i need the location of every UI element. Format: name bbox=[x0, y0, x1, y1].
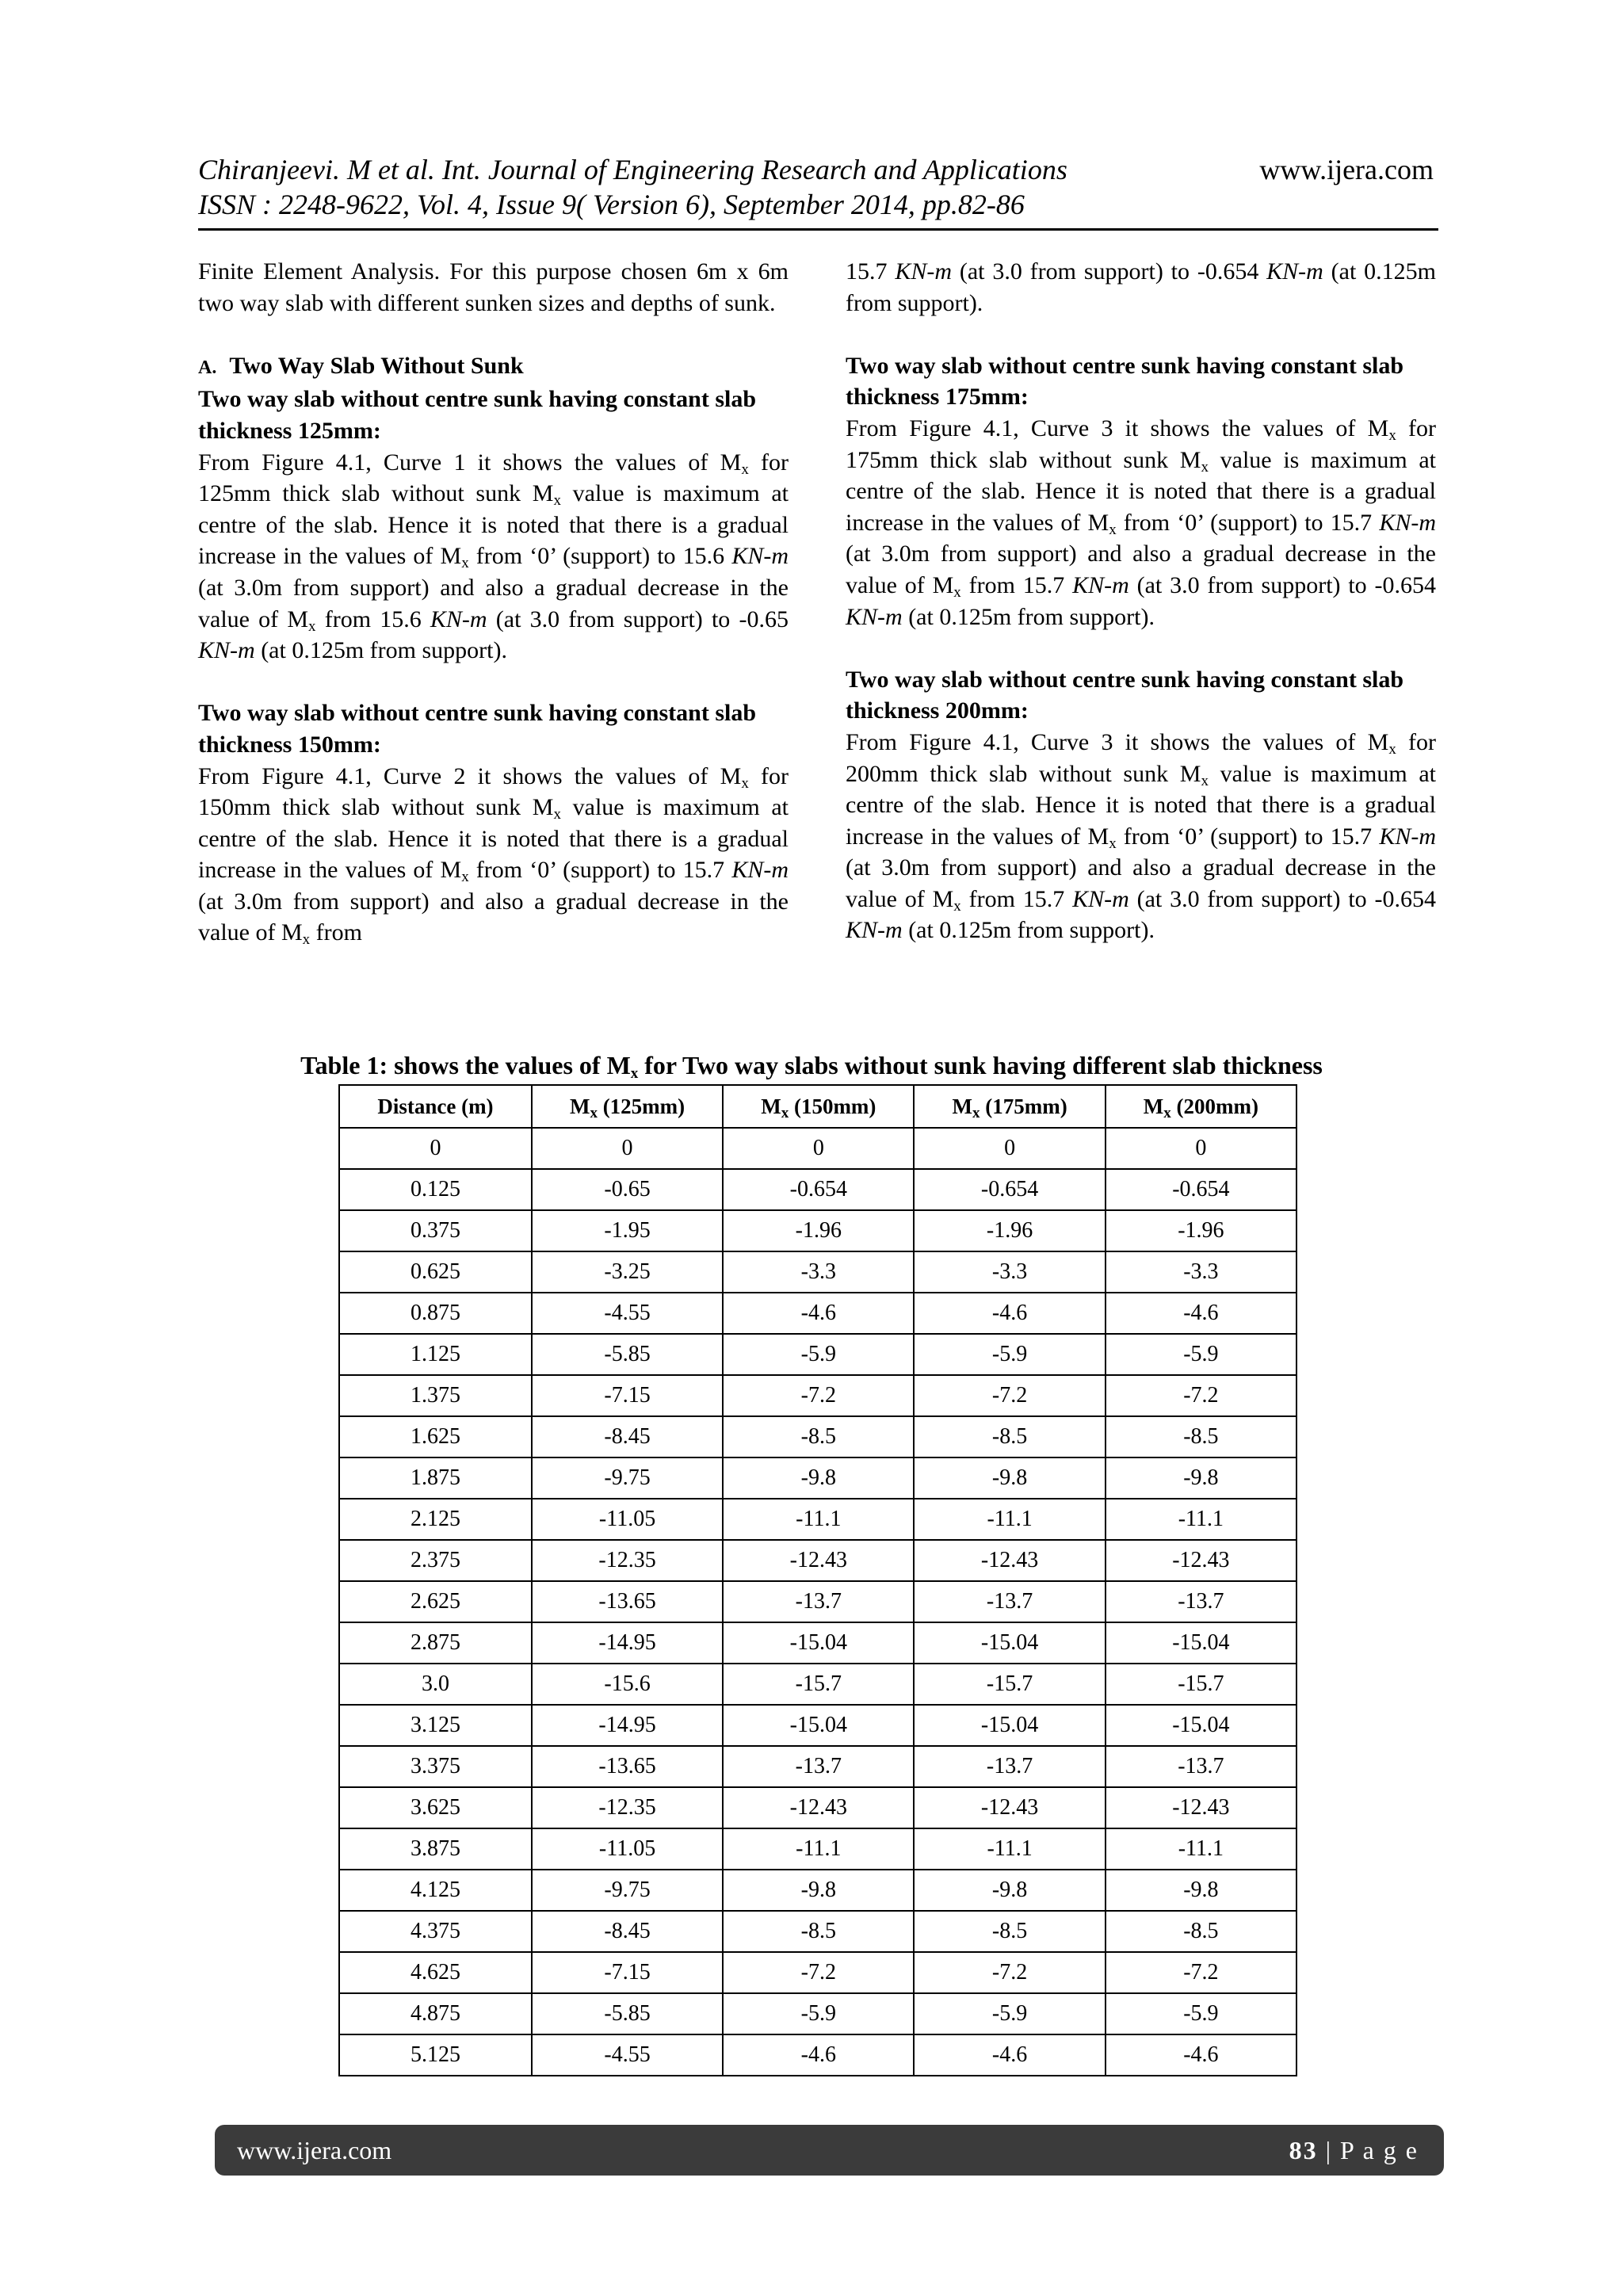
mx-value-cell: -4.6 bbox=[914, 1293, 1105, 1334]
distance-cell: 3.625 bbox=[339, 1787, 532, 1828]
mx-value-cell: -7.2 bbox=[723, 1375, 914, 1416]
distance-cell: 0.375 bbox=[339, 1210, 532, 1251]
mx-value-cell: -8.45 bbox=[532, 1911, 723, 1952]
mx-value-cell: -7.15 bbox=[532, 1375, 723, 1416]
distance-cell: 1.625 bbox=[339, 1416, 532, 1457]
mx-value-cell: -4.6 bbox=[1106, 1293, 1296, 1334]
mx-value-cell: -12.43 bbox=[1106, 1540, 1296, 1581]
mx-value-cell: -15.04 bbox=[914, 1705, 1105, 1746]
header-mx-150: $M_x$ (150mm) bbox=[723, 1085, 914, 1128]
mx-value-cell: -1.95 bbox=[532, 1210, 723, 1251]
table-row bbox=[339, 1210, 1296, 1251]
page-indicator bbox=[1289, 2134, 1419, 2166]
table-row bbox=[339, 1746, 1296, 1787]
mx-value-cell: -4.55 bbox=[532, 2034, 723, 2076]
mx-value-cell: -9.8 bbox=[1106, 1457, 1296, 1499]
mx-value-cell: -7.2 bbox=[1106, 1952, 1296, 1993]
distance-cell: 5.125 bbox=[339, 2034, 532, 2076]
mx-value-cell: -12.43 bbox=[723, 1540, 914, 1581]
mx-value-cell: -3.3 bbox=[914, 1251, 1105, 1293]
mx-value-cell: -8.5 bbox=[723, 1911, 914, 1952]
table-row bbox=[339, 1581, 1296, 1622]
table-row bbox=[339, 1664, 1296, 1705]
distance-cell: 2.125 bbox=[339, 1499, 532, 1540]
mx-value-cell: -15.7 bbox=[1106, 1664, 1296, 1705]
paragraph-175mm: From Figure 4.1, Curve 3 it shows the values of $M_x$ for 175mm thick slab without sunk $M_x$ value is maximum at centre of the slab. Hence it is noted that there is a gradual increase in the values of $M_x$ from ‘0’ (support) to 15.7 KN-m (at 3.0m from support) and also a gradual decrease in the value of $M_x$ from 15.7 KN-m (at 3.0 from support) to -0.654 KN-m (at 0.125m from support). bbox=[846, 415, 1437, 630]
distance-cell: 2.625 bbox=[339, 1581, 532, 1622]
mx-value-cell: -11.1 bbox=[723, 1828, 914, 1870]
mx-value-cell: -13.65 bbox=[532, 1746, 723, 1787]
mx-value-cell: -11.05 bbox=[532, 1499, 723, 1540]
paragraph-150mm-continued: 15.7 KN-m (at 3.0 from support) to -0.654 KN-m (at 0.125m from support). bbox=[846, 258, 1436, 316]
mx-values-table bbox=[338, 1084, 1297, 2076]
mx-value-cell: -13.7 bbox=[914, 1746, 1105, 1787]
table-row bbox=[339, 1540, 1296, 1581]
mx-value-cell: -8.5 bbox=[914, 1416, 1105, 1457]
mx-value-cell: -15.04 bbox=[723, 1705, 914, 1746]
header-mx-175: $M_x$ (175mm) bbox=[914, 1085, 1105, 1128]
mx-value-cell: -15.04 bbox=[1106, 1705, 1296, 1746]
mx-value-cell: -15.7 bbox=[723, 1664, 914, 1705]
mx-value-cell: -9.75 bbox=[532, 1457, 723, 1499]
mx-value-cell: -15.6 bbox=[532, 1664, 723, 1705]
table-row bbox=[339, 1993, 1296, 2034]
mx-value-cell: -13.65 bbox=[532, 1581, 723, 1622]
table-row bbox=[339, 1416, 1296, 1457]
mx-value-cell: -15.04 bbox=[723, 1622, 914, 1664]
mx-value-cell: -12.43 bbox=[1106, 1787, 1296, 1828]
mx-value-cell: -15.04 bbox=[1106, 1622, 1296, 1664]
paragraph-200mm: From Figure 4.1, Curve 3 it shows the values of $M_x$ for 200mm thick slab without sunk $M_x$ value is maximum at centre of the slab. Hence it is noted that there is a gradual increase in the values of $M_x$ from ‘0’ (support) to 15.7 KN-m (at 3.0m from support) and also a gradual decrease in the value of $M_x$ from 15.7 KN-m (at 3.0 from support) to -0.654 KN-m (at 0.125m from support). bbox=[846, 728, 1437, 944]
subheading-200mm: Two way slab without centre sunk having constant slab thickness 200mm: bbox=[846, 666, 1404, 724]
mx-value-cell: 0 bbox=[532, 1128, 723, 1169]
distance-cell: 0.125 bbox=[339, 1169, 532, 1210]
distance-cell: 3.375 bbox=[339, 1746, 532, 1787]
mx-value-cell: -11.1 bbox=[914, 1499, 1105, 1540]
mx-value-cell: -0.65 bbox=[532, 1169, 723, 1210]
mx-value-cell: -8.45 bbox=[532, 1416, 723, 1457]
mx-value-cell: 0 bbox=[1106, 1128, 1296, 1169]
mx-value-cell: -0.654 bbox=[723, 1169, 914, 1210]
mx-value-cell: -14.95 bbox=[532, 1705, 723, 1746]
mx-value-cell: -3.3 bbox=[723, 1251, 914, 1293]
page-label: | P a g e bbox=[1317, 2136, 1419, 2164]
mx-value-cell: -9.8 bbox=[723, 1870, 914, 1911]
mx-value-cell: -9.8 bbox=[914, 1870, 1105, 1911]
mx-value-cell: -8.5 bbox=[1106, 1911, 1296, 1952]
mx-value-cell: -5.9 bbox=[723, 1993, 914, 2034]
mx-value-cell: -3.3 bbox=[1106, 1251, 1296, 1293]
table-row bbox=[339, 1828, 1296, 1870]
distance-cell: 1.875 bbox=[339, 1457, 532, 1499]
mx-value-cell: -13.7 bbox=[1106, 1746, 1296, 1787]
header-mx-200: $M_x$ (200mm) bbox=[1106, 1085, 1296, 1128]
distance-cell: 1.125 bbox=[339, 1334, 532, 1375]
issn-line: ISSN : 2248-9622, Vol. 4, Issue 9( Version 6), September 2014, pp.82-86 bbox=[198, 189, 1025, 220]
mx-value-cell: 0 bbox=[723, 1128, 914, 1169]
footer-website-link[interactable]: www.ijera.com bbox=[237, 2136, 392, 2164]
header-website-link[interactable]: www.ijera.com bbox=[1259, 154, 1434, 185]
mx-value-cell: -13.7 bbox=[723, 1581, 914, 1622]
distance-cell: 0 bbox=[339, 1128, 532, 1169]
header-mx-125: $M_x$ (125mm) bbox=[532, 1085, 723, 1128]
mx-value-cell: -4.6 bbox=[1106, 2034, 1296, 2076]
mx-value-cell: -13.7 bbox=[723, 1746, 914, 1787]
mx-value-cell: -7.15 bbox=[532, 1952, 723, 1993]
mx-value-cell: -12.43 bbox=[723, 1787, 914, 1828]
table-row bbox=[339, 2034, 1296, 2076]
subheading-150mm: Two way slab without centre sunk having constant slab thickness 150mm: bbox=[198, 700, 757, 758]
mx-value-cell: -9.75 bbox=[532, 1870, 723, 1911]
mx-value-cell: -13.7 bbox=[914, 1581, 1105, 1622]
mx-value-cell: -1.96 bbox=[723, 1210, 914, 1251]
mx-value-cell: -5.9 bbox=[914, 1334, 1105, 1375]
mx-value-cell: -12.43 bbox=[914, 1540, 1105, 1581]
mx-value-cell: -5.85 bbox=[532, 1993, 723, 2034]
mx-value-cell: -5.9 bbox=[1106, 1993, 1296, 2034]
mx-value-cell: -12.35 bbox=[532, 1787, 723, 1828]
mx-value-cell: -11.1 bbox=[1106, 1828, 1296, 1870]
distance-cell: 3.0 bbox=[339, 1664, 532, 1705]
table-row bbox=[339, 1499, 1296, 1540]
mx-value-cell: -11.1 bbox=[723, 1499, 914, 1540]
mx-value-cell: 0 bbox=[914, 1128, 1105, 1169]
table-row bbox=[339, 1705, 1296, 1746]
mx-value-cell: -13.7 bbox=[1106, 1581, 1296, 1622]
distance-cell: 0.625 bbox=[339, 1251, 532, 1293]
table-row bbox=[339, 1911, 1296, 1952]
header-distance: Distance (m) bbox=[339, 1085, 532, 1128]
table-row bbox=[339, 1622, 1296, 1664]
mx-value-cell: -8.5 bbox=[1106, 1416, 1296, 1457]
mx-value-cell: -11.1 bbox=[914, 1828, 1105, 1870]
table-row bbox=[339, 1787, 1296, 1828]
mx-value-cell: -3.25 bbox=[532, 1251, 723, 1293]
subheading-175mm: Two way slab without centre sunk having constant slab thickness 175mm: bbox=[846, 352, 1404, 411]
section-title: Two Way Slab Without Sunk bbox=[229, 352, 524, 379]
table-row bbox=[339, 1128, 1296, 1169]
intro-paragraph: Finite Element Analysis. For this purpose chosen 6m x 6m two way slab with different sunken sizes and depths of sunk. bbox=[198, 258, 789, 316]
distance-cell: 4.375 bbox=[339, 1911, 532, 1952]
table-row bbox=[339, 1870, 1296, 1911]
distance-cell: 4.625 bbox=[339, 1952, 532, 1993]
mx-value-cell: -12.35 bbox=[532, 1540, 723, 1581]
journal-citation: Chiranjeevi. M et al. Int. Journal of Engineering Research and Applications bbox=[198, 154, 1067, 185]
section-heading bbox=[198, 350, 789, 384]
distance-cell: 0.875 bbox=[339, 1293, 532, 1334]
mx-value-cell: -8.5 bbox=[723, 1416, 914, 1457]
mx-value-cell: -4.55 bbox=[532, 1293, 723, 1334]
distance-cell: 1.375 bbox=[339, 1375, 532, 1416]
distance-cell: 2.875 bbox=[339, 1622, 532, 1664]
page-number: 83 bbox=[1289, 2136, 1318, 2164]
page-footer bbox=[215, 2125, 1444, 2176]
mx-value-cell: -4.6 bbox=[723, 1293, 914, 1334]
mx-value-cell: -15.04 bbox=[914, 1622, 1105, 1664]
left-column bbox=[198, 256, 789, 949]
paragraph-150mm: From Figure 4.1, Curve 2 it shows the values of $M_x$ for 150mm thick slab without sunk $M_x$ value is maximum at centre of the slab. Hence it is noted that there is a gradual increase in the values of $M_x$ from ‘0’ (support) to 15.7 KN-m (at 3.0m from support) and also a gradual decrease in the value of $M_x$ from bbox=[198, 762, 789, 949]
paragraph-125mm: From Figure 4.1, Curve 1 it shows the values of $M_x$ for 125mm thick slab without sunk $M_x$ value is maximum at centre of the slab. Hence it is noted that there is a gradual increase in the values of $M_x$ from ‘0’ (support) to 15.6 KN-m (at 3.0m from support) and also a gradual decrease in the value of $M_x$ from 15.6 KN-m (at 3.0 from support) to -0.65 KN-m (at 0.125m from support). bbox=[198, 449, 789, 664]
mx-value-cell: -5.9 bbox=[723, 1334, 914, 1375]
distance-cell: 3.875 bbox=[339, 1828, 532, 1870]
table-row bbox=[339, 1457, 1296, 1499]
mx-value-cell: -7.2 bbox=[914, 1375, 1105, 1416]
table-row bbox=[339, 1375, 1296, 1416]
mx-value-cell: -4.6 bbox=[723, 2034, 914, 2076]
mx-value-cell: -8.5 bbox=[914, 1911, 1105, 1952]
table-row bbox=[339, 1334, 1296, 1375]
subheading-125mm: Two way slab without centre sunk having constant slab thickness 125mm: bbox=[198, 386, 757, 444]
mx-value-cell: -5.9 bbox=[1106, 1334, 1296, 1375]
mx-value-cell: -15.7 bbox=[914, 1664, 1105, 1705]
distance-cell: 4.125 bbox=[339, 1870, 532, 1911]
table-row bbox=[339, 1293, 1296, 1334]
distance-cell: 3.125 bbox=[339, 1705, 532, 1746]
section-letter: A. bbox=[198, 357, 217, 378]
mx-value-cell: -5.85 bbox=[532, 1334, 723, 1375]
mx-value-cell: -14.95 bbox=[532, 1622, 723, 1664]
mx-value-cell: -11.05 bbox=[532, 1828, 723, 1870]
mx-value-cell: -7.2 bbox=[914, 1952, 1105, 1993]
mx-value-cell: -12.43 bbox=[914, 1787, 1105, 1828]
distance-cell: 2.375 bbox=[339, 1540, 532, 1581]
mx-value-cell: -5.9 bbox=[914, 1993, 1105, 2034]
running-header bbox=[198, 152, 1438, 231]
mx-value-cell: -9.8 bbox=[914, 1457, 1105, 1499]
table-row bbox=[339, 1251, 1296, 1293]
mx-value-cell: -1.96 bbox=[1106, 1210, 1296, 1251]
mx-value-cell: -0.654 bbox=[914, 1169, 1105, 1210]
mx-value-cell: -7.2 bbox=[723, 1952, 914, 1993]
mx-value-cell: -0.654 bbox=[1106, 1169, 1296, 1210]
mx-value-cell: -7.2 bbox=[1106, 1375, 1296, 1416]
mx-value-cell: -9.8 bbox=[1106, 1870, 1296, 1911]
table-row bbox=[339, 1169, 1296, 1210]
table-row bbox=[339, 1952, 1296, 1993]
table-body bbox=[339, 1128, 1296, 2076]
right-column bbox=[846, 256, 1436, 946]
mx-value-cell: -11.1 bbox=[1106, 1499, 1296, 1540]
distance-cell: 4.875 bbox=[339, 1993, 532, 2034]
mx-value-cell: -4.6 bbox=[914, 2034, 1105, 2076]
mx-value-cell: -1.96 bbox=[914, 1210, 1105, 1251]
mx-value-cell: -9.8 bbox=[723, 1457, 914, 1499]
table-header-row bbox=[339, 1085, 1296, 1128]
table-caption: Table 1: shows the values of $M_x$ for Two way slabs without sunk having different slab thickness bbox=[300, 1051, 1323, 1082]
